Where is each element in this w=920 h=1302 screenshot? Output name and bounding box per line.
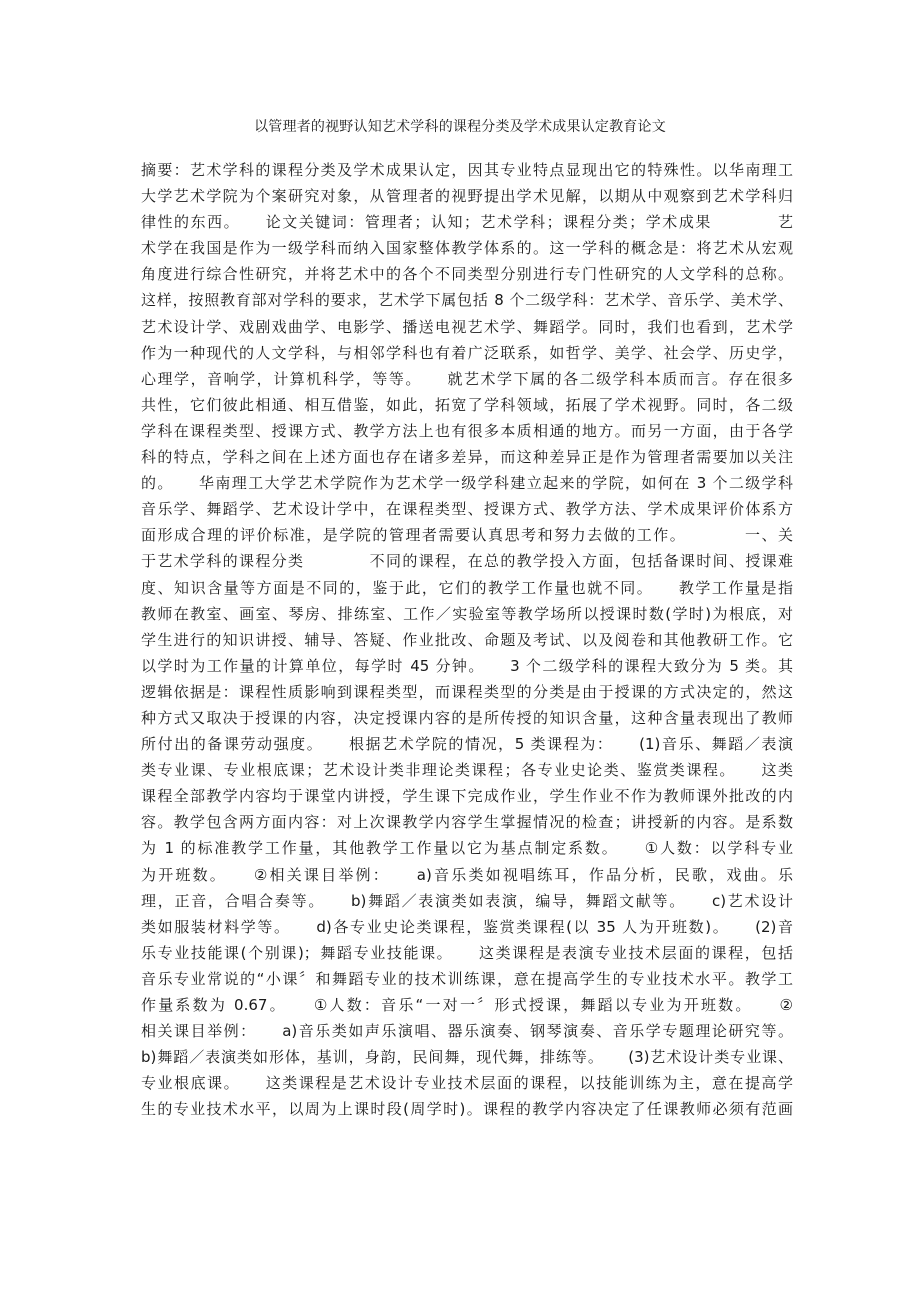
body-line: 角度进行综合性研究，并将艺术中的各个不同类型分别进行专门性研究的人文学科的总称。 <box>141 265 793 284</box>
body-line: 艺术设计学、戏剧戏曲学、电影学、播送电视艺术学、舞蹈学。同时，我们也看到，艺术学 <box>141 317 793 336</box>
body-line: 为开班数。 ②相关课目举例： a)音乐类如视唱练耳，作品分析，民歌，戏曲。乐 <box>141 865 793 884</box>
body-line: 心理学，音响学，计算机科学，等等。 就艺术学下属的各二级学科本质而言。存在很多 <box>141 369 793 388</box>
body-line: 共性，它们彼此相通、相互借鉴，如此，拓宽了学科领域，拓展了学术视野。同时，各二级 <box>141 395 793 414</box>
body-line: 面形成合理的评价标准，是学院的管理者需要认真思考和努力去做的工作。 一、关 <box>141 526 793 545</box>
body-line: 容。教学包含两方面内容：对上次课教学内容学生掌握情况的检查；讲授新的内容。是系数 <box>141 813 793 832</box>
body-line: 术学在我国是作为一级学科而纳入国家整体教学体系的。这一学科的概念是：将艺术从宏观 <box>141 239 793 258</box>
body-line: 课程全部教学内容均于课堂内讲授，学生课下完成作业，学生作业不作为教师课外批改的内 <box>141 787 793 806</box>
body-line: 于艺术学科的课程分类 不同的课程，在总的教学投入方面，包括备课时间、授课难 <box>141 552 793 571</box>
body-line: 专业根底课。 这类课程是艺术设计专业技术层面的课程，以技能训练为主，意在提高学 <box>141 1074 793 1093</box>
body-line: 学生进行的知识讲授、辅导、答疑、作业批改、命题及考试、以及阅卷和其他教研工作。它 <box>141 630 793 649</box>
document-title: 以管理者的视野认知艺术学科的课程分类及学术成果认定教育论文 <box>254 119 666 135</box>
body-line: 以学时为工作量的计算单位，每学时 45 分钟。 3 个二级学科的课程大致分为 5 类。其 <box>141 656 793 675</box>
body-line: 生的专业技术水平，以周为上课时段(周学时)。课程的教学内容决定了任课教师必须有范画 <box>141 1100 793 1119</box>
body-line: 所付出的备课劳动强度。 根据艺术学院的情况，5 类课程为： (1)音乐、舞蹈／表演 <box>141 735 793 754</box>
body-line: 种方式又取决于授课的内容，决定授课内容的是所传授的知识含量，这种含量表现出了教师 <box>141 708 793 727</box>
body-line: 相关课目举例： a)音乐类如声乐演唱、器乐演奏、钢琴演奏、音乐学专题理论研究等。 <box>141 1022 793 1041</box>
body-line: 音乐学、舞蹈学、艺术设计学中，在课程类型、授课方式、教学方法、学术成果评价体系方 <box>141 500 793 519</box>
body-line: 度、知识含量等方面是不同的，鉴于此，它们的教学工作量也就不同。 教学工作量是指 <box>141 578 793 597</box>
body-line: 类专业课、专业根底课；艺术设计类非理论类课程；各专业史论类、鉴赏类课程。 这类 <box>141 761 793 780</box>
body-line: 作为一种现代的人文学科，与相邻学科也有着广泛联系，如哲学、美学、社会学、历史学， <box>141 343 793 362</box>
body-line: 作量系数为 0.67。 ①人数：音乐“一对一〞形式授课，舞蹈以专业为开班数。 ② <box>141 996 793 1014</box>
body-line: 大学艺术学院为个案研究对象，从管理者的视野提出学术见解，以期从中观察到艺术学科归 <box>141 187 793 206</box>
body-line: 逻辑依据是：课程性质影响到课程类型，而课程类型的分类是由于授课的方式决定的，然这 <box>141 682 793 701</box>
body-line: b)舞蹈／表演类如形体，基训，身韵，民间舞，现代舞，排练等。 (3)艺术设计类专业课、 <box>141 1048 793 1067</box>
body-line: 的。 华南理工大学艺术学院作为艺术学一级学科建立起来的学院，如何在 3 个二级学科 <box>141 474 793 493</box>
body-line: 音乐专业常说的“小课〞和舞蹈专业的技术训练课，意在提高学生的专业技术水平。教学工 <box>141 969 793 988</box>
body-line: 这样，按照教育部对学科的要求，艺术学下属包括 8 个二级学科：艺术学、音乐学、美术学、 <box>141 291 793 310</box>
body-line: 教师在教室、画室、琴房、排练室、工作／实验室等教学场所以授课时数(学时)为根底，对 <box>141 604 793 623</box>
body-line: 类如服装材料学等。 d)各专业史论类课程，鉴赏类课程(以 35 人为开班数)。 (2)音 <box>141 917 793 936</box>
document-body <box>141 157 793 1122</box>
body-line: 摘要：艺术学科的课程分类及学术成果认定，因其专业特点显现出它的特殊性。以华南理工 <box>141 161 793 179</box>
body-line: 律性的东西。 论文关键词：管理者；认知；艺术学科；课程分类；学术成果 艺 <box>141 213 793 232</box>
body-line: 乐专业技能课(个别课)；舞蹈专业技能课。 这类课程是表演专业技术层面的课程，包括 <box>141 943 793 962</box>
body-line: 为 1 的标准教学工作量，其他教学工作量以它为基点制定系数。 ①人数：以学科专业 <box>141 839 793 858</box>
body-line: 科的特点，学科之间在上述方面也存在诸多差异，而这种差异正是作为管理者需要加以关注 <box>141 448 793 467</box>
body-line: 理，正音，合唱合奏等。 b)舞蹈／表演类如表演，编导，舞蹈文献等。 c)艺术设计 <box>141 891 793 910</box>
body-line: 学科在课程类型、授课方式、教学方法上也有很多本质相通的地方。而另一方面，由于各学 <box>141 421 793 440</box>
